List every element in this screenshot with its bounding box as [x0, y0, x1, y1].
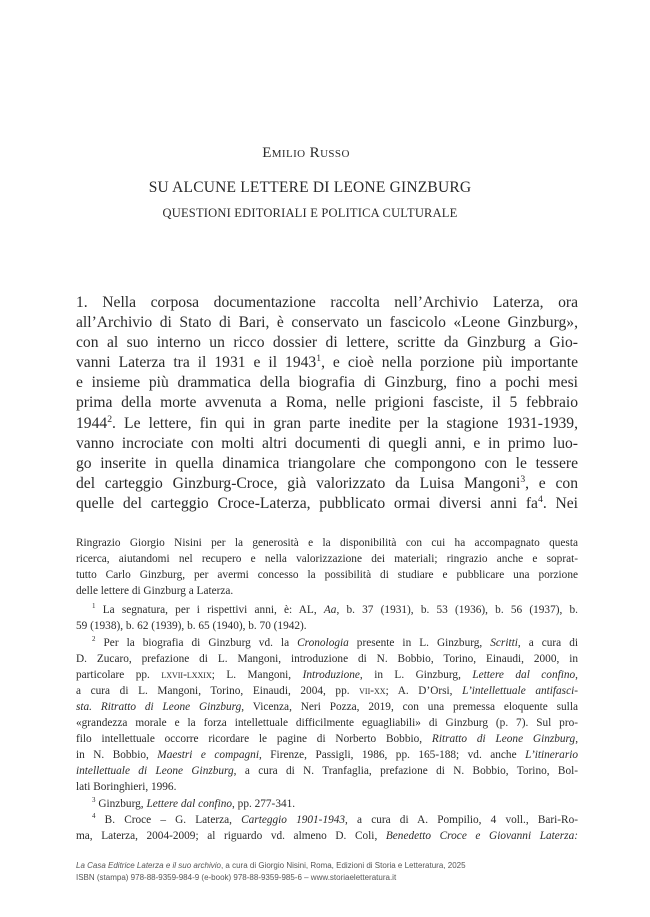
footnote-ref[interactable]: 4 — [537, 493, 543, 505]
note-line: 59 (1938), b. 62 (1939), b. 65 (1940), b. 70 (1942). — [76, 620, 307, 633]
body-line: vanno incrociate con molti altri documenti di quegli anni, e in primo luo- — [76, 434, 578, 452]
body-line: all’Archivio di Stato di Bari, è conservato un fascicolo «Leone Ginzburg», — [76, 314, 578, 332]
note-line: $^3$ Ginzburg, Lettere dal confino, pp. 277-341. — [92, 795, 296, 810]
note-line: lati Boringhieri, 1996. — [76, 781, 177, 794]
note-line: ricerca, aiutandomi nel recupero e nella valorizzazione dei materiali; ringrazio anche e soprat- — [76, 553, 578, 566]
note-line: tutto Carlo Ginzburg, per avermi concesso la possibilità di studiare e pubblicare una porzione — [76, 569, 578, 582]
note-line: intellettuale di Leone Ginzburg, a cura di N. Tranfaglia, prefazione di N. Bobbio, Torino, Bol- — [76, 765, 578, 778]
body-line: 1944$^2$. Le lettere, fin qui in gran parte inedite per la stagione 1931-1939, — [76, 413, 578, 432]
article-title: SU ALCUNE LETTERE DI LEONE GINZBURG — [148, 179, 472, 196]
body-line: go inserite in quella dinamica triangolare che compongono con le tessere — [76, 454, 578, 472]
body-line: e insieme più drammatica della biografia di Ginzburg, fino a pochi mesi — [76, 374, 578, 392]
note-line: $^2$ Per la biografia di Ginzburg vd. la Cronologia presente in L. Ginzburg, Scritti, a cura di — [92, 634, 578, 649]
publication-footer — [76, 860, 578, 884]
footnotes — [76, 535, 578, 844]
footnote-ref[interactable]: 3 — [520, 473, 526, 485]
footnote-ref[interactable]: 2 — [107, 413, 113, 425]
body-text — [76, 293, 578, 514]
acknowledgement-note — [76, 535, 578, 599]
footnote-2 — [76, 635, 578, 796]
author-name: Emilio Russo — [262, 145, 350, 161]
footnote-number: 2 — [92, 634, 96, 643]
footnote-4 — [76, 812, 578, 844]
note-line: sta. Ritratto di Leone Ginzburg, Vicenza, Neri Pozza, 2019, con una premessa eloquente sulla — [76, 700, 578, 713]
body-line: con al suo interno un ricco dossier di lettere, scritte da Ginzburg a Gio- — [76, 334, 578, 352]
footer-citation: La Casa Editrice Laterza e il suo archivio, a cura di Giorgio Nisini, Roma, Edizioni di Storia e Letteratura, 2025 — [76, 861, 466, 870]
note-line: «grandezza morale e la forza intellettuale difficilmente eguagliabili» di Ginzburg (p. 7). Sul pro- — [76, 717, 578, 730]
footnote-number: 1 — [92, 602, 96, 611]
note-line: a cura di L. Mangoni, Torino, Einaudi, 2004, pp. vii-xx; A. D’Orsi, L’intellettuale antifasci- — [76, 684, 578, 697]
note-line: in N. Bobbio, Maestri e compagni, Firenze, Passigli, 1986, pp. 165-188; vd. anche L’itinerario — [76, 749, 579, 762]
body-line: quelle del carteggio Croce-Laterza, pubblicato ormai diversi anni $fa^4$. Nei — [76, 493, 578, 512]
footnote-ref[interactable]: 1 — [316, 353, 322, 365]
article-subtitle: QUESTIONI EDITORIALI E POLITICA CULTURALE — [162, 206, 458, 220]
note-line: Ringrazio Giorgio Nisini per la generosità e la disponibilità con cui ha accompagnato questa — [76, 537, 578, 549]
note-line: particolare pp. lxvii-lxxix; L. Mangoni, Introduzione, in L. Ginzburg, Lettere dal confino, — [76, 668, 578, 681]
body-line: vanni Laterza tra il 1931 e il 1943$^1$, e cioè nella porzione più importante — [76, 353, 578, 372]
body-line: del carteggio Ginzburg-Croce, già valorizzato da Luisa Mangoni$^3$, e con — [76, 473, 578, 492]
note-line: delle lettere di Ginzburg a Laterza. — [76, 585, 234, 598]
footnote-number: 3 — [92, 795, 96, 804]
footnote-1 — [76, 602, 578, 634]
note-line: $^4$ B. Croce – G. Laterza, Carteggio 1901-1943, a cura di A. Pompilio, 4 voll., Bari-Ro- — [92, 811, 579, 826]
footnote-3 — [76, 796, 578, 812]
footnote-number: 4 — [92, 811, 96, 820]
body-line: 1. Nella corposa documentazione raccolta nell’Archivio Laterza, ora — [76, 294, 578, 311]
body-line: prima della morte avvenuta a Roma, nelle prigioni fasciste, il 5 febbraio — [76, 394, 578, 412]
note-line: $^1$ La segnatura, per i rispettivi anni, è: AL, Aa, b. 37 (1931), b. 53 (1936), b. 56 (1937), b. — [92, 602, 579, 617]
note-line: D. Zucaro, prefazione di L. Mangoni, introduzione di N. Bobbio, Torino, Einaudi, 2000, in — [76, 652, 578, 665]
footer-isbn: ISBN (stampa) 978-88-9359-984-9 (e-book) 978-88-9359-985-6 – www.storiaeletteratura.it — [76, 873, 397, 882]
note-line: filo intellettuale occorre ricordare le pagine di Norberto Bobbio, Ritratto di Leone Ginzburg, — [76, 733, 579, 746]
note-line: ma, Laterza, 2004-2009; al riguardo vd. almeno D. Coli, Benedetto Croce e Giovanni Laterza: — [76, 829, 578, 842]
